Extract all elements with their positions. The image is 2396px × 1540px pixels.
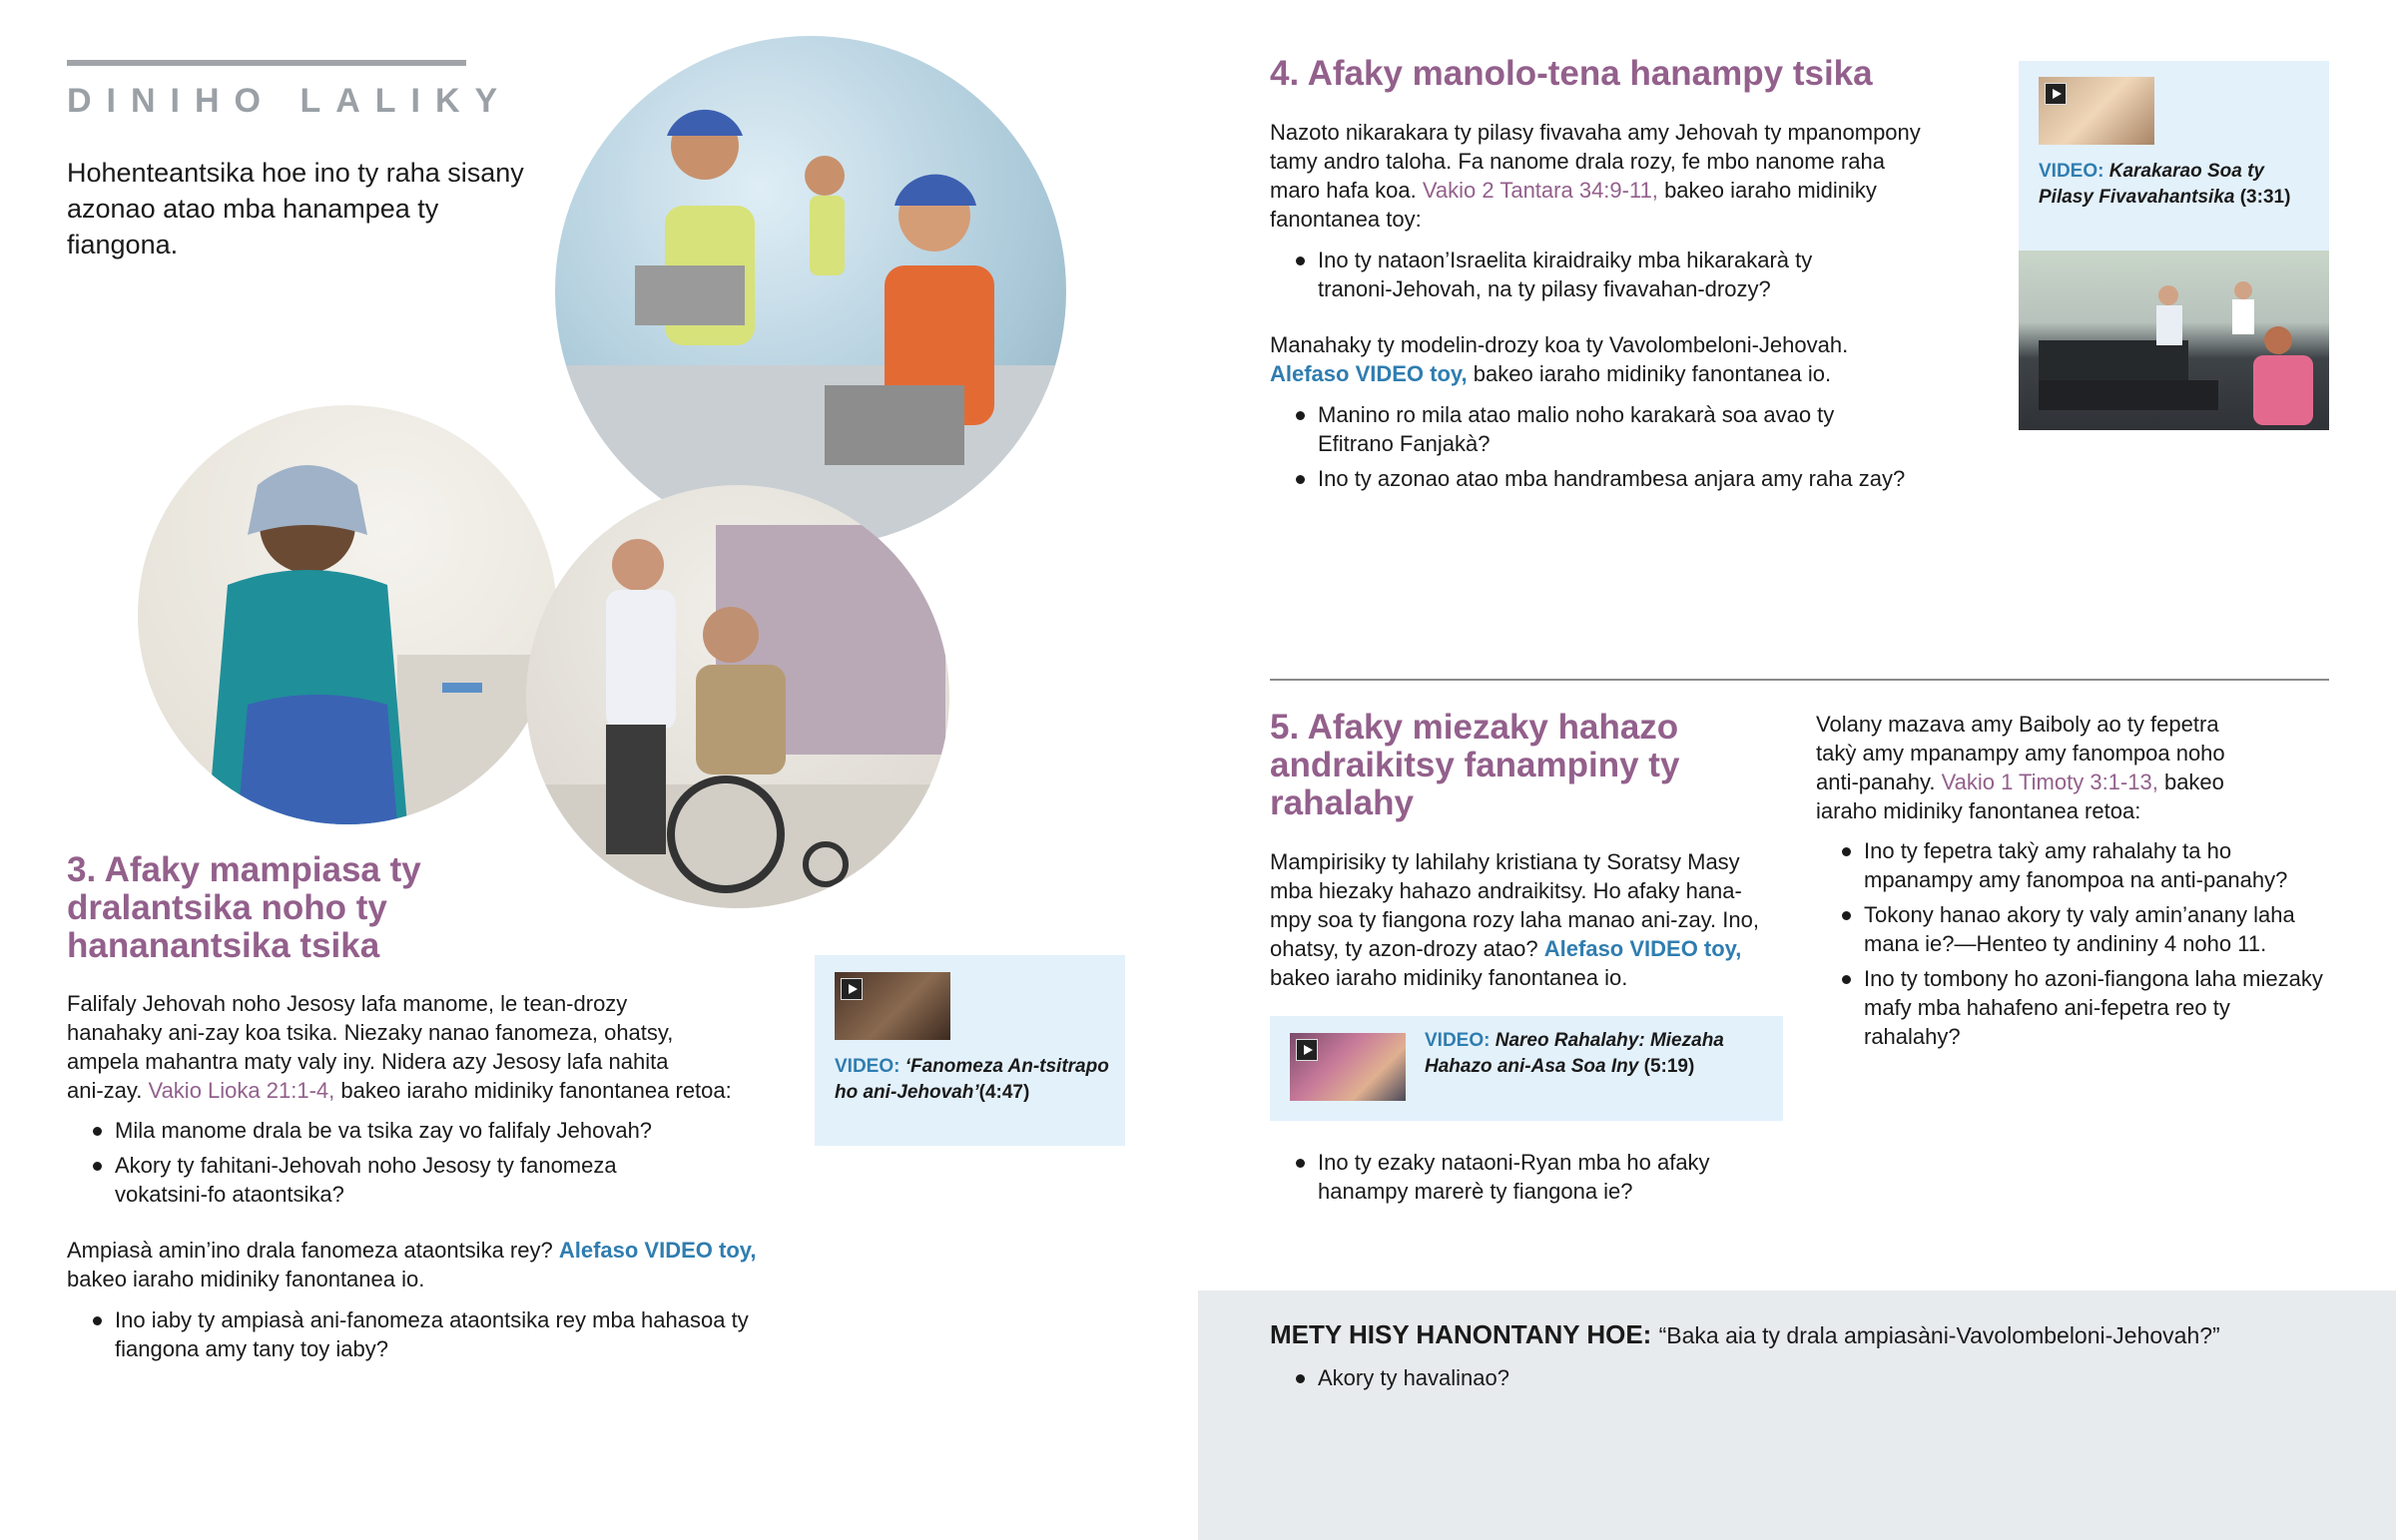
video-thumbnail[interactable] [835,972,950,1040]
video-link[interactable]: Alefaso VIDEO toy, [558,1238,757,1263]
video-caption: VIDEO: ‘Fanomeza An-tsitrapo ho ani-Jehovah’(4:47) [835,1056,1109,1103]
list-item: Akory ty havalinao? [1270,1363,1969,1392]
scripture-link-chronicles[interactable]: Vakio 2 Tantara 34:9-11, [1422,178,1658,203]
video-thumbnail[interactable] [2039,77,2154,145]
video-caption: VIDEO: Karakarao Soa ty Pilasy Fivavahantsika (3:31) [2039,161,2291,208]
video-caption: VIDEO: Nareo Rahalahy: Miezaha Hahazo ani-Asa Soa Iny (5:19) [1425,1030,1724,1077]
list-item: Manino ro mila atao malio noho karakarà soa avao ty Efitrano Fanjakà? [1270,400,1877,458]
section5-paragraph: Mampirisiky ty lahilahy kristiana ty Soratsy Masy mba hiezaky hahazo andraikitsy. Ho afaky hana- mpy soa ty fiangona rozy laha manao ani-zay. Ino, ohatsy, ty azon-drozy atao? Alefaso VIDEO toy, bakeo iaraho midiniky fanontanea io. [1270,849,1759,990]
list-item: Akory ty fahitani-Jehovah noho Jesosy ty fanomeza vokatsini-fo ataontsika? [67,1151,674,1209]
list-item: Ino ty ezaky nataoni-Ryan mba ho afaky hanampy marerè ty fiangona ie? [1270,1148,1757,1206]
video-link[interactable]: Alefaso VIDEO toy, [1543,936,1742,961]
footer-questions [1270,1363,1969,1398]
kicker: DINIHO LALIKY [67,82,513,120]
intro-text: Hohenteantsika hoe ino ty raha sisany azonao atao mba hanampea ty fiangona. [67,158,524,259]
play-icon[interactable] [841,978,863,1000]
list-item: Mila manome drala be va tsika zay vo falifaly Jehovah? [67,1116,766,1145]
list-item: Ino ty azonao atao mba handrambesa anjara amy raha zay? [1270,464,2009,493]
section3-video-box[interactable] [815,955,1125,1146]
illustration-workers [555,36,1066,547]
section3-title: 3. Afaky mampiasa ty dralantsika noho ty hananantsika tsika [67,850,421,965]
section4-video-box[interactable] [2019,61,2329,430]
footer-question [1270,1317,2328,1352]
footer-heading: METY HISY HANONTANY HOE: [1270,1319,1652,1349]
play-icon[interactable] [1296,1039,1318,1061]
scripture-link-luke[interactable]: Vakio Lioka 21:1-4, [148,1078,335,1103]
list-item: Ino ty nataon’Israelita kiraidraiky mba hikarakarà ty tranoni-Jehovah, na ty pilasy fivavahan-drozy? [1270,246,1829,303]
list-item: Ino ty fepetra takỳ amy rahalahy ta ho mpanampy amy fanompoa na anti-panahy? [1816,836,2323,894]
kicker-rule [67,60,466,66]
section3-questions-2 [67,1305,786,1369]
video-link[interactable]: Alefaso VIDEO toy, [1270,361,1468,386]
section5-questions [1270,1148,1769,1212]
section5-title: 5. Afaky miezaky hahazo andraikitsy fanampiny ty rahalahy [1270,708,1680,822]
section4-paragraph-2: Manahaky ty modelin-drozy koa ty Vavolombeloni-Jehovah. Alefaso VIDEO toy, bakeo iaraho midiniky fanontanea io. [1270,332,1849,386]
section-divider [1270,679,2329,681]
section3-paragraph: Falifaly Jehovah noho Jesosy lafa manome, le tean-drozy hanahaky ani-zay koa tsika. Niezaky nanao fanomeza, ohatsy, ampela mahantra maty valy iny. Nidera azy Jesosy lafa nahita ani-zay. Vakio Lioka 21:1-4, bakeo iaraho midiniky fanontanea retoa: [67,991,732,1103]
illustration-donation [138,405,557,824]
footer-quote: “Baka aia ty drala ampiasàni-Vavolombeloni-Jehovah?” [1658,1322,2220,1348]
list-item: Tokony hanao akory ty valy amin’anany laha mana ie?—Henteo ty andininy 4 noho 11. [1816,900,2323,958]
section5-right-paragraph: Volany mazava amy Baiboly ao ty fepetra takỳ amy mpanampy amy fanompoa noho anti-panahy. Vakio 1 Timoty 3:1-13, bakeo iaraho midiniky fanontanea retoa: [1816,712,2225,823]
section4-paragraph: Nazoto nikarakara ty pilasy fivavaha amy Jehovah ty mpanompony tamy andro taloha. Fa nanome drala rozy, fe mbo nanome raha maro hafa koa. Vakio 2 Tantara 34:9-11, bakeo iaraho midiniky fanontanea toy: [1270,120,1921,232]
list-item: Ino ty tombony ho azoni-fiangona laha miezaky mafy mba hahafeno ani-fepetra reo ty rahalahy? [1816,964,2323,1051]
section4-title: 4. Afaky manolo-tena hanampy tsika [1270,54,1873,93]
video-still-photo [2019,251,2329,430]
section3-questions [67,1116,766,1215]
illustration-wheelchair [526,485,949,908]
section4-questions-2 [1270,400,2009,499]
list-item: Ino iaby ty ampiasà ani-fanomeza ataontsika rey mba hahasoa ty fiangona amy tany toy iaby? [67,1305,786,1363]
section3-paragraph-2: Ampiasà amin’ino drala fanomeza ataontsika rey? Alefaso VIDEO toy, bakeo iaraho midiniky fanontanea io. [67,1238,757,1291]
section5-right-questions [1816,836,2323,1057]
section4-questions [1270,246,1829,309]
scripture-link-timothy[interactable]: Vakio 1 Timoty 3:1-13, [1941,770,2158,794]
section5-video-box[interactable] [1270,1016,1783,1121]
video-thumbnail[interactable] [1290,1033,1406,1101]
play-icon[interactable] [2045,83,2067,105]
